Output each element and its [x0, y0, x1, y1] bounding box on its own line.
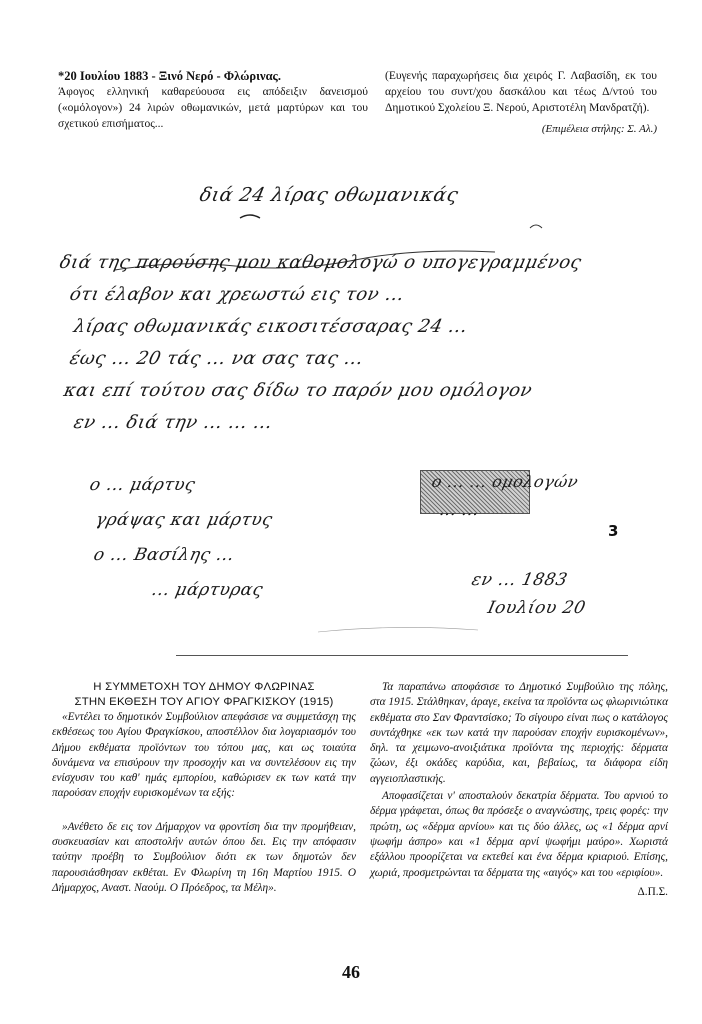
article-right-column: [370, 680, 668, 900]
handwritten-manuscript: [40, 170, 680, 640]
witness-line-1: ο ... μάρτυς: [87, 475, 198, 495]
witness-line-2: γράψας και μάρτυς: [93, 510, 275, 530]
article-heading-line-2: ΣΤΗΝ ΕΚΘΕΣΗ ΤΟΥ ΑΓΙΟΥ ΦΡΑΓΚΙΣΚΟΥ (1915): [74, 696, 334, 708]
margin-mark: 3: [608, 522, 619, 540]
manuscript-strokes: [40, 170, 680, 640]
manuscript-heading: διά 24 λίρας οθωμανικάς: [197, 184, 461, 206]
section-divider: [176, 655, 628, 656]
manuscript-line-2: ότι έλαβον και χρεωστώ εις τον ...: [67, 284, 407, 305]
credit-body: (Ευγενής παραχωρήσεις δια χειρός Γ. Λαβασίδη, εκ του αρχείου του συντ/χου δασκάλου και τέως Δ/ντού του Δημοτικού Σχολείου Ξ. Νερού, Αριστοτέλη Μανδρατζή).: [385, 70, 657, 114]
right-paragraph-2: Αποφασίζεται ν' αποσταλούν δεκατρία δέρματα. Του αρνιού το δέρμα γράφεται, όπως θα πρόσεξε ο αναγνώστης, τρεις φορές: την πρώτη, ως «δέρμα αρνίου» και τις δύο άλλες, ως «1 δέρμα αρνί ψωφήμ άσπρο» και «1 δέρμα αρνί ψωφήμι μαύρο». Χωριστά εξάλλου προορίζεται να εκτεθεί και ένα δέρμα κριαριού. Επίσης, χωριά, προσμετρώνται τα δέρματα της «αιγός» και του «εριφίου».: [370, 790, 668, 879]
page-number: 46: [342, 962, 360, 982]
witness-line-3: ο ... Βασίλης ...: [91, 545, 237, 565]
caption-body: Άφογος ελληνική καθαρεύουσα εις απόδειξιν δανεισμού («ομόλογον») 24 λιρών οθωμανικών, μετά μαρτύρων και του σχετικού επισήματος...: [58, 86, 368, 130]
left-paragraph-1: «Εντέλει το δημοτικόν Συμβούλιον απεφάσισε να συμμετάσχη της εκθέσεως του Αγίου Φραγκίσκου, αποστέλλον δια λογαριασμόν του Δήμου εκθέματα προϊόντων του τόπου μας, και ως τοιαύτα δυνάμενα να επισύρουν την προσοχήν και να συντελέσουν εις την ενίσχυσιν του καθ' ημάς εμπορίου, καθώρισεν εκ των κατά την παρούσαν εποχήν ευρισκομένων τα εξής:: [52, 711, 356, 800]
right-paragraph-1: Τα παραπάνω αποφάσισε το Δημοτικό Συμβούλιο της πόλης, στα 1915. Στάλθηκαν, άραγε, εκείνα τα προϊόντα ως φλωρινιώτικα εκθέματα στο Σαν Φραντσίσκο; Το σίγουρο είναι πως ο κατάλογος συντάχθηκε «εκ των κατά την παρούσαν εποχήν ευρισκομένων», δηλ. τα χειμωνο-ανοιξιάτικα προϊόντα της περιοχής: δέρματα ζώων, έξι οκάδες καρύδια, και, βεβαίως, τα διάφορα είδη αγγειοπλαστικής.: [370, 681, 668, 785]
author-signature: Δ.Π.Σ.: [637, 885, 668, 898]
manuscript-line-6: εν ... διά την ... ... ...: [71, 412, 275, 433]
manuscript-line-4: έως ... 20 τάς ... να σας τας ...: [67, 348, 366, 369]
column-editor: (Επιμέλεια στήλης: Σ. Αλ.): [541, 123, 657, 135]
date-line-2: Ιουλίου 20: [485, 598, 588, 618]
manuscript-line-5: και επί τούτου σας δίδω το παρόν μου ομόλογον: [61, 380, 535, 401]
top-right-credit: [385, 68, 657, 137]
left-paragraph-2: »Ανέθετο δε εις τον Δήμαρχον να φροντίση δια την προμήθειαν, συσκευασίαν και αποστολήν αυτών όπου δει. Εις την απόφασιν ταύτην προέβη το Συμβούλιον διότι εκ των δημοτών δεν παρουσιάσθησαν εκθέται. Εν Φλωρίνη τη 16η Μαρτίου 1915. Ο Δήμαρχος, Αναστ. Ναούμ. Ο Πρόεδρος, τα Μέλη».: [52, 820, 356, 894]
article-heading-line-1: Η ΣΥΜΜΕΤΟΧΗ ΤΟΥ ΔΗΜΟΥ ΦΛΩΡΙΝΑΣ: [93, 681, 315, 693]
witness-line-4: ... μάρτυρας: [149, 580, 266, 600]
top-left-caption: [58, 68, 368, 132]
manuscript-line-1: διά της παρούσης μου καθομολογώ ο υπογεγραμμένος: [57, 252, 584, 273]
article-left-column: [52, 680, 356, 896]
signature-line-1: ο ... ... ομολογών: [429, 472, 581, 491]
caption-headline: *20 Ιουλίου 1883 - Ξινό Νερό - Φλώρινας.: [58, 69, 281, 83]
manuscript-line-3: λίρας οθωμανικάς εικοσιτέσσαρας 24 ...: [71, 316, 470, 337]
signature-line-2: ... ...: [437, 500, 482, 519]
date-line-1: εν ... 1883: [469, 570, 570, 590]
